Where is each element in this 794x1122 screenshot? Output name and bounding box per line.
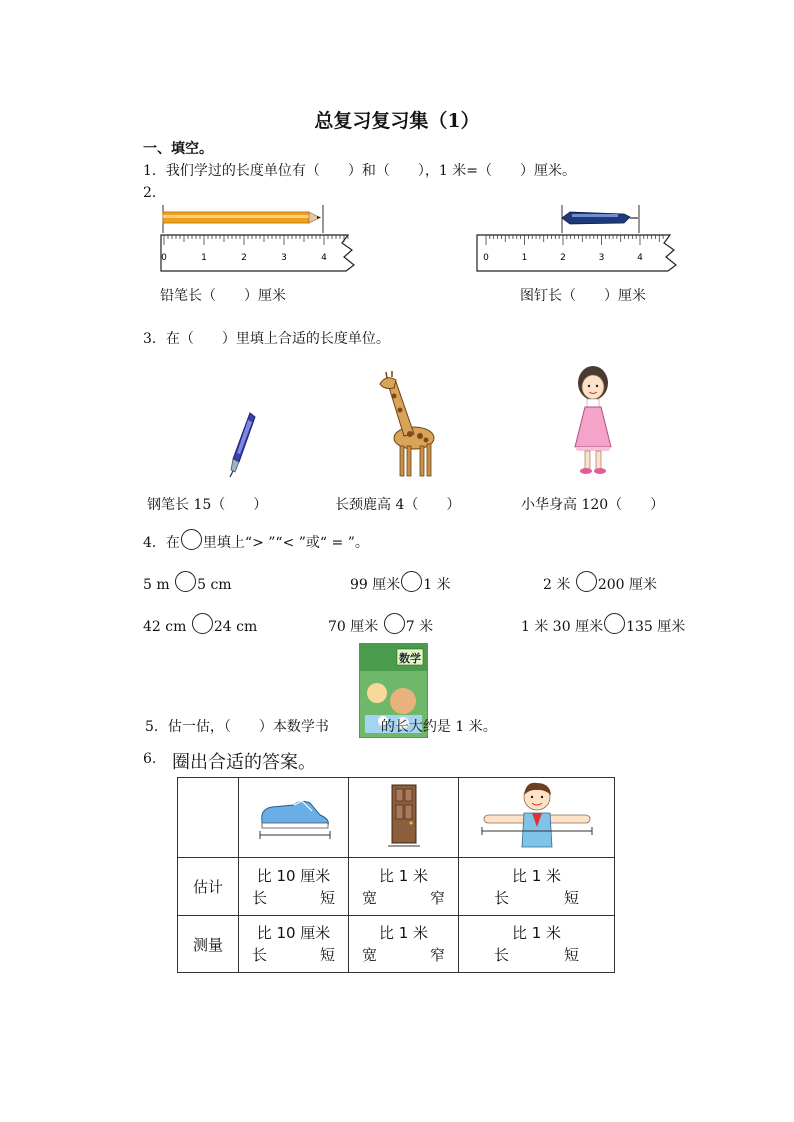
measure-door-cell [349,916,459,973]
compare-left: 2 米 [543,577,571,593]
question-3: 3．在（ ）里填上合适的长度单位。 [143,331,390,347]
choice-option[interactable]: 窄 [429,888,445,907]
boy-arms-icon [474,781,600,851]
question-5-prefix: 5．估一估，（ ）本数学书 [145,719,329,735]
ruler-tick-label: 2 [241,253,247,263]
choice-option[interactable]: 长 [252,888,268,907]
choice-option[interactable]: 短 [563,946,579,964]
choice-option[interactable]: 短 [563,888,579,907]
measure-shoe-cell [239,916,349,973]
estimate-boy-cell [459,858,615,916]
cell-top-text: 比 1 米 [378,866,429,885]
ruler-tick-label: 3 [281,253,287,263]
pin-ruler-figure [474,203,688,279]
table-row [178,916,615,973]
row-header-estimate: 估计 [178,858,239,916]
ruler-tick-label: 3 [598,253,605,263]
question-6-number: 6. [143,751,157,767]
giraffe-icon [374,370,438,480]
girl-icon [565,363,621,478]
cell-top-text: 比 1 米 [378,924,429,942]
circle-blank-icon[interactable] [175,571,196,592]
question-4 [143,529,369,552]
ruler-tick-label: 1 [521,253,528,263]
choice-option[interactable]: 长 [494,946,510,964]
pencil-icon [163,205,323,233]
compare-right: 200 厘米 [597,577,657,593]
table-row [178,778,615,858]
pencil-length-label: 铅笔长（ ）厘米 [160,288,286,304]
circle-blank-icon[interactable] [604,613,625,634]
choice-option[interactable]: 长 [252,946,268,964]
ruler-tick-label: 0 [161,253,167,263]
estimate-door-cell [349,858,459,916]
question-5 [145,718,497,736]
ruler-tick-label: 4 [637,253,643,263]
compare-item [543,571,657,594]
pencil-ruler-figure [158,203,360,279]
door-cell [349,778,459,858]
choice-option[interactable]: 短 [319,946,335,964]
pen-length-item: 钢笔长 15（ ） [147,497,268,513]
section-heading: 一、填空。 [143,141,213,157]
boy-cell [459,778,615,858]
compare-right: 5 cm [197,577,232,593]
fountain-pen-icon [222,410,262,478]
ruler-tick-label: 2 [560,253,566,263]
compare-item [143,613,257,636]
cell-top-text: 比 10 厘米 [256,924,331,942]
ruler-tick-label: 4 [321,253,327,263]
compare-left: 42 cm [143,619,187,635]
circle-blank-icon[interactable] [384,613,405,634]
cell-top-text: 比 1 米 [511,924,562,942]
compare-right: 7 米 [405,619,434,635]
measure-boy-cell [459,916,615,973]
circle-blank-icon[interactable] [192,613,213,634]
question-2-number: 2． [143,185,166,201]
question-6-text: 圈出合适的答案。 [172,752,316,773]
compare-right: 24 cm [213,619,258,635]
answer-table [177,777,615,973]
table-corner-cell [178,778,239,858]
compare-item [328,613,433,636]
giraffe-height-item: 长颈鹿高 4（ ） [335,497,461,513]
compare-left: 1 米 30 厘米 [521,619,604,635]
door-icon [384,783,424,849]
girl-height-item: 小华身高 120（ ） [521,497,665,513]
question-4-suffix: 里填上“> ”“< ”或“ = ”。 [202,535,369,551]
cell-top-text: 比 10 厘米 [256,866,331,885]
shoe-cell [239,778,349,858]
choice-option[interactable]: 窄 [429,946,445,964]
table-row [178,858,615,916]
ruler-tick-label: 1 [201,253,207,263]
compare-left: 99 厘米 [350,577,401,593]
book-cover-title: 数学 [399,652,421,665]
compare-item [350,571,451,594]
circle-blank-icon[interactable] [576,571,597,592]
choice-option[interactable]: 宽 [362,888,378,907]
cell-top-text: 比 1 米 [511,866,562,885]
shoe-icon [254,791,334,841]
circle-blank-icon[interactable] [401,571,422,592]
page-title: 总复习复习集（1） [314,110,480,132]
row-header-measure: 测量 [178,916,239,973]
estimate-shoe-cell [239,858,349,916]
question-4-prefix: 4．在 [143,535,180,551]
question-5-suffix: 的长大约是 1 米。 [380,719,497,735]
choice-option[interactable]: 宽 [362,946,378,964]
compare-item [143,571,232,594]
compare-left: 5 m [143,577,170,593]
ruler-icon [477,235,676,271]
compare-left: 70 厘米 [328,619,379,635]
pin-length-label: 图钉长（ ）厘米 [520,288,646,304]
pin-icon [562,205,639,233]
compare-right: 135 厘米 [626,619,686,635]
choice-option[interactable]: 短 [319,888,335,907]
ruler-tick-label: 0 [483,253,489,263]
choice-option[interactable]: 长 [494,888,510,907]
compare-item [521,613,685,636]
circle-blank-icon [181,529,202,550]
compare-right: 1 米 [423,577,451,593]
question-1: 1．我们学过的长度单位有（ ）和（ ），1 米=（ ）厘米。 [143,163,576,179]
